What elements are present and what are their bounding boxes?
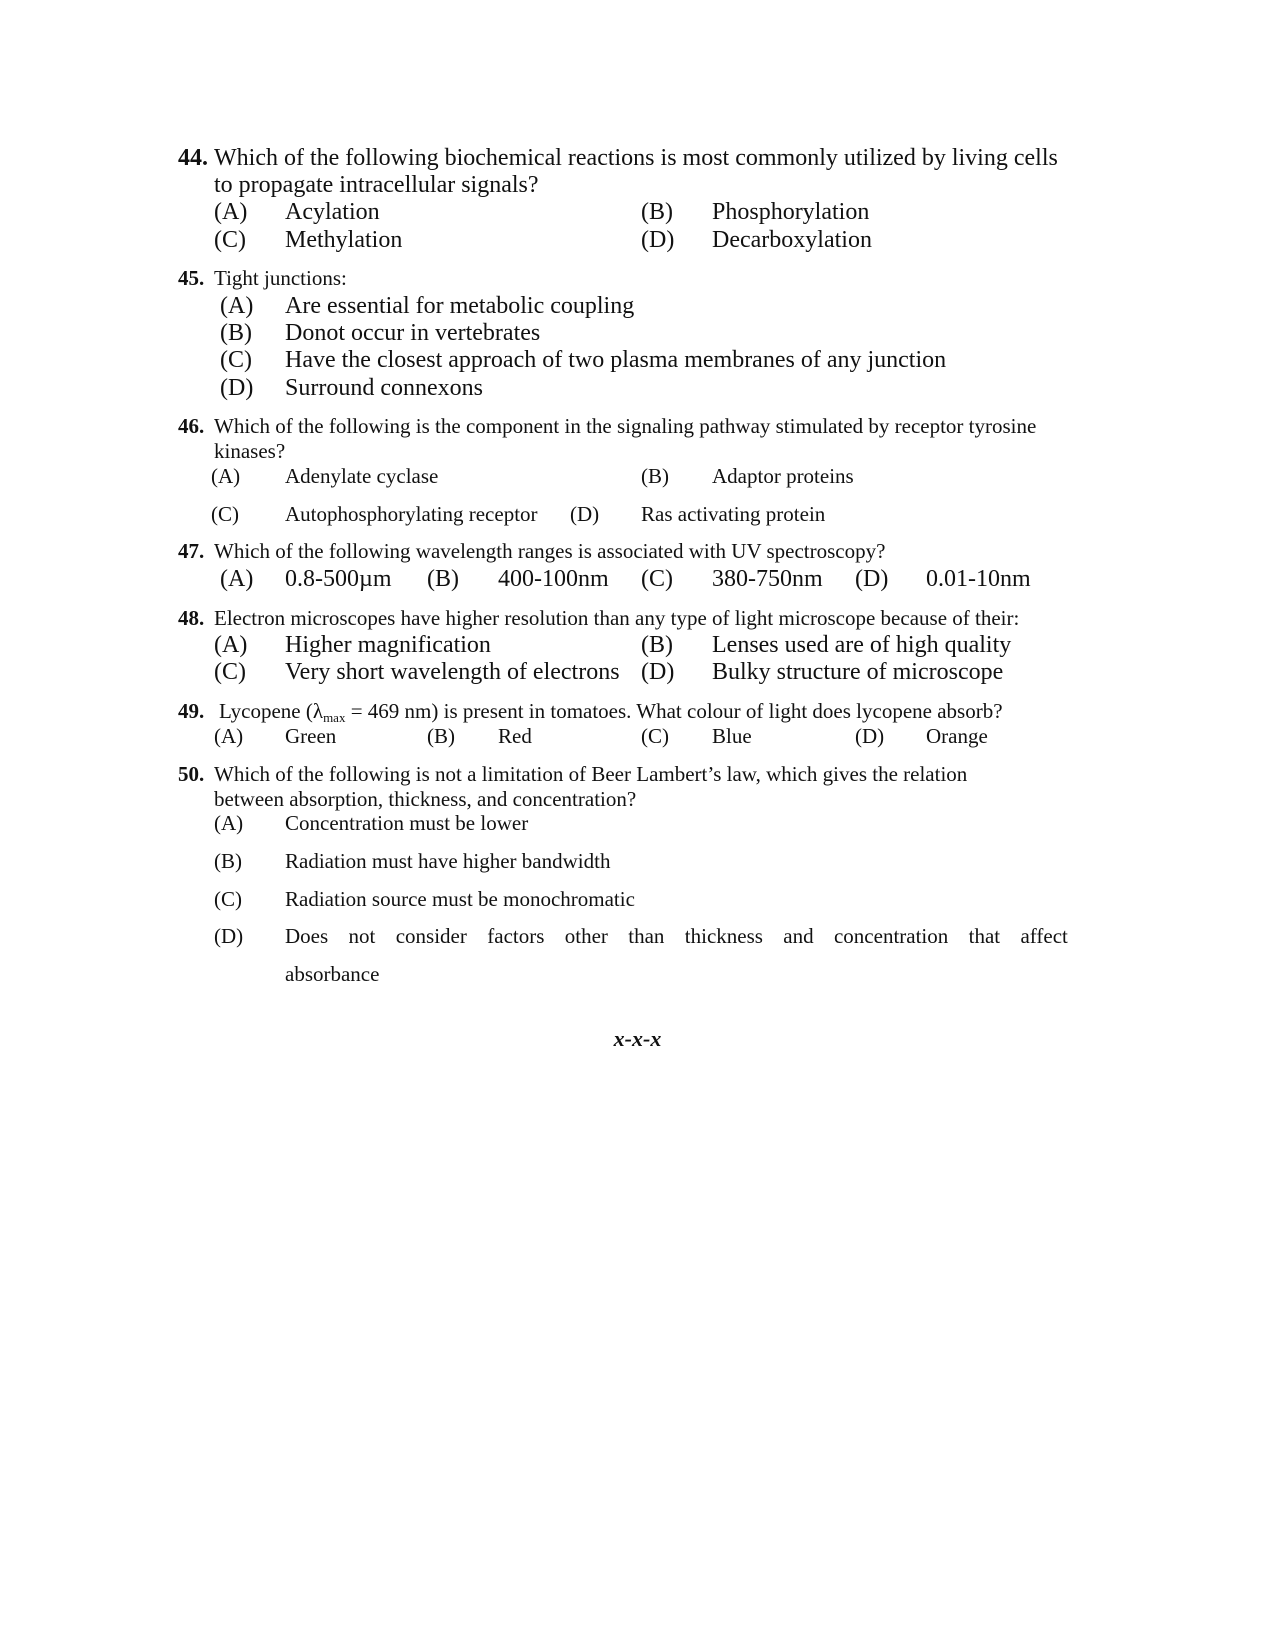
end-marker: x-x-x [613,1026,662,1051]
option-text: Autophosphorylating receptor [285,502,538,526]
option-word: not [348,924,376,948]
question-text: Which of the following biochemical reactions is most commonly utilized by living cells [214,145,1058,171]
option-label: (A) [220,293,254,319]
question-text: Which of the following is the component in the signaling pathway stimulated by receptor tyrosine [214,414,1037,438]
option-text: 380-750nm [712,566,823,592]
option-label: (D) [570,502,600,526]
option-label: (A) [214,199,248,225]
question-text: Electron microscopes have higher resolution than any type of light microscope because of their: [214,606,1020,630]
option-word: Does [285,924,329,948]
option-label: (C) [214,887,242,911]
option-text: Adaptor proteins [712,464,854,488]
option-label: (C) [220,347,252,373]
option-text: Radiation source must be monochromatic [285,887,635,911]
option-word: other [564,924,608,948]
option-label: (B) [641,464,669,488]
option-label: (C) [214,227,246,253]
option-label: (C) [214,659,246,685]
question-number: 45. [178,266,205,290]
option-label: (D) [855,724,885,748]
option-label: (B) [220,320,252,346]
option-label: (D) [220,375,254,401]
question-text: to propagate intracellular signals? [214,172,539,198]
question-text [219,701,1003,724]
option-text: 0.01-10nm [926,566,1031,592]
option-label: (D) [214,924,244,948]
option-text: Methylation [285,227,403,253]
option-label: (B) [641,199,673,225]
option-label: (D) [641,227,675,253]
question-text: Which of the following wavelength ranges is associated with UV spectroscopy? [214,539,886,563]
question-text: Which of the following is not a limitation of Beer Lambert’s law, which gives the relation [214,762,968,786]
question-number: 47. [178,539,205,563]
option-text: Lenses used are of high quality [712,632,1012,658]
option-text-justified-line [285,926,1068,947]
question-text: kinases? [214,439,286,463]
option-text: Surround connexons [285,375,483,401]
lambda-max-subscript: max [323,710,346,725]
option-label: (A) [220,566,254,592]
option-label: (D) [641,659,675,685]
question-number: 50. [178,762,205,786]
option-label: (D) [855,566,889,592]
option-word: that [968,924,1001,948]
option-label: (B) [427,566,459,592]
option-text: Bulky structure of microscope [712,659,1004,685]
option-text: Concentration must be lower [285,811,529,835]
option-label: (B) [214,849,242,873]
option-label: (C) [211,502,239,526]
option-text: 0.8-500µm [285,566,392,592]
option-text: Phosphorylation [712,199,870,225]
option-text: Higher magnification [285,632,491,658]
question-number: 46. [178,414,205,438]
option-text: Blue [712,724,752,748]
question-number: 48. [178,606,205,630]
option-label: (A) [214,724,244,748]
option-text: Acylation [285,199,380,225]
option-label: (A) [211,464,241,488]
option-text: Red [498,724,532,748]
option-text: Adenylate cyclase [285,464,439,488]
option-word: consider [395,924,467,948]
option-word: and [783,924,814,948]
option-text: Are essential for metabolic coupling [285,293,635,319]
question-text: Tight junctions: [214,266,347,290]
option-text: Orange [926,724,988,748]
option-text-continued: absorbance [285,962,380,986]
question-number: 44. [178,145,208,171]
option-word: thickness [684,924,763,948]
option-text: Radiation must have higher bandwidth [285,849,611,873]
question-text-part: Lycopene (λ [219,699,324,723]
option-text: Have the closest approach of two plasma membranes of any junction [285,347,947,373]
option-text: Decarboxylation [712,227,872,253]
option-word: affect [1020,924,1068,948]
option-label: (A) [214,811,244,835]
option-text: Green [285,724,337,748]
option-label: (B) [641,632,673,658]
option-text: 400-100nm [498,566,609,592]
option-label: (A) [214,632,248,658]
option-text: Very short wavelength of electrons [285,659,620,685]
question-text: between absorption, thickness, and concentration? [214,787,637,811]
question-number: 49. [178,699,205,723]
option-word: than [628,924,665,948]
option-word: factors [487,924,545,948]
option-label: (C) [641,724,669,748]
option-word: concentration [833,924,949,948]
question-text-part: = 469 nm) is present in tomatoes. What colour of light does lycopene absorb? [345,699,1003,723]
option-label: (B) [427,724,455,748]
option-text: Donot occur in vertebrates [285,320,541,346]
option-text: Ras activating protein [641,502,826,526]
option-label: (C) [641,566,673,592]
